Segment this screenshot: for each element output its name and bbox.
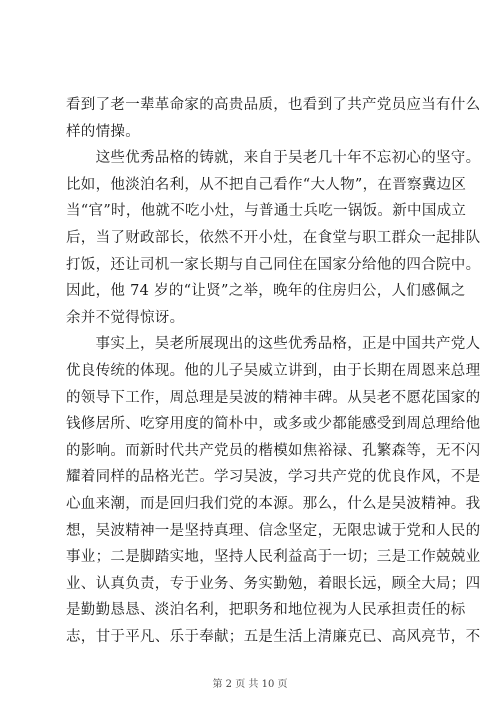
text-line: 这些优秀品格的铸就，来自于吴老几十年不忘初心的坚守。 (66, 150, 481, 167)
text-line: 比如，他淡泊名利，从不把自己看作“大人物”，在晋察冀边区 (66, 176, 467, 193)
text-line: 当“官”时，他就不吃小灶，与普通士兵吃一锅饭。新中国成立 (66, 203, 467, 220)
text-line: 看到了老一辈革命家的高贵品质，也看到了共产党员应当有什么 (66, 97, 481, 113)
text-line: 的领导下工作，周总理是吴波的精神丰碑。从吴老不愿花国家的 (66, 389, 481, 406)
text-line: 优良传统的体现。他的儿子吴威立讲到，由于长期在周恩来总理 (66, 362, 481, 379)
text-line: 钱修居所、吃穿用度的简朴中，或多或少都能感受到周总理给他 (66, 416, 481, 433)
text-line: 事实上，吴老所展现出的这些优秀品格，正是中国共产党人 (66, 336, 481, 353)
text-line: 的影响。而新时代共产党员的楷模如焦裕禄、孔繁森等，无不闪 (66, 442, 481, 459)
text-line: 样的情操。 (66, 123, 140, 140)
page-footer: 第 2 页 共 10 页 (212, 679, 288, 690)
text-line: 余并不觉得惊讶。 (66, 309, 185, 326)
text-line: 是勤勤恳恳、淡泊名利，把职务和地位视为人民承担责任的标 (66, 602, 466, 619)
text-line: 心血来潮，而是回归我们党的本源。那么，什么是吴波精神。我 (66, 495, 481, 512)
text-line: 因此，他 74 岁的“让贤”之举，晚年的住房归公，人们感佩之 (66, 283, 466, 300)
text-line: 想，吴波精神一是坚持真理、信念坚定，无限忠诚于党和人民的 (66, 522, 481, 539)
text-line: 业、认真负责，专于业务、务实勤勉，着眼长远，顾全大局；四 (66, 575, 481, 592)
text-line: 耀着同样的品格光芒。学习吴波，学习共产党的优良作风，不是 (66, 469, 481, 486)
text-line: 事业；二是脚踏实地，坚持人民利益高于一切；三是工作兢兢业 (66, 549, 481, 566)
text-line: 后，当了财政部长，依然不开小灶，在食堂与职工群众一起排队 (66, 229, 481, 246)
text-line: 打饭，还让司机一家长期与自己同住在国家分给他的四合院中。 (66, 256, 481, 273)
text-line: 志，甘于平凡、乐于奉献；五是生活上清廉克已、高风亮节，不 (66, 628, 481, 645)
body-text (66, 92, 481, 650)
